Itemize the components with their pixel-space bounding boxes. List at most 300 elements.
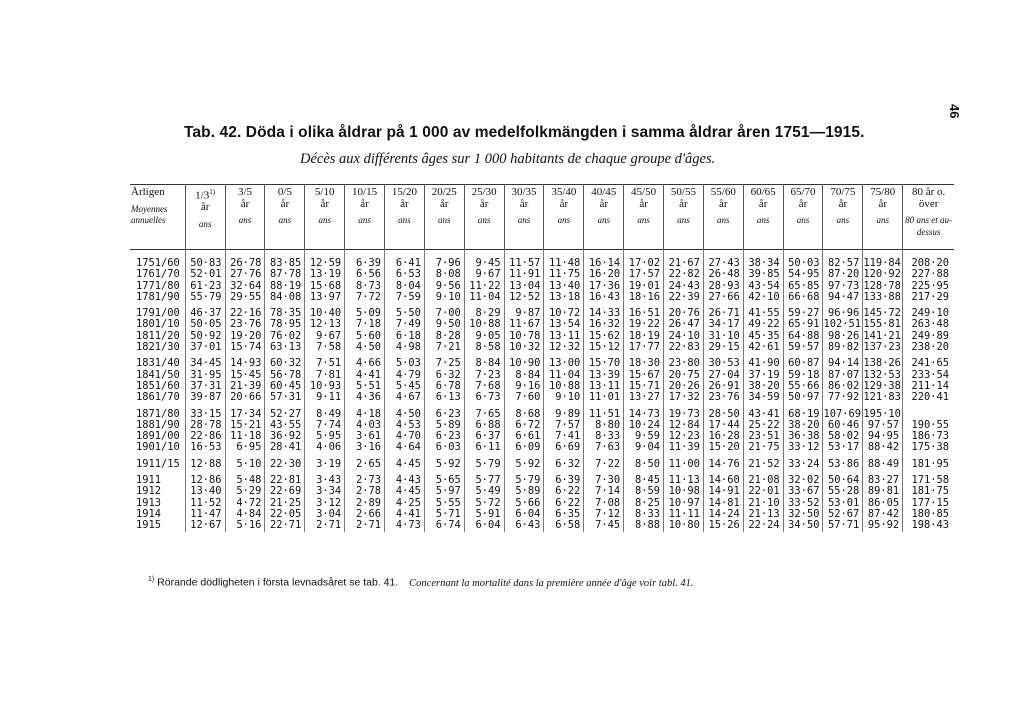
column-header-label: 80 år o. över (911, 186, 946, 210)
rate-cell: 22·83 (664, 342, 704, 353)
rate-cell: 13·40 (544, 281, 584, 292)
rate-cell: 13·39 (584, 370, 624, 381)
rate-cell: 6·04 (504, 509, 544, 520)
rate-cell: 11·47 (185, 509, 225, 520)
period-cell: 1791/00 (136, 307, 180, 320)
rate-cell: 11·75 (544, 269, 584, 280)
rate-cell: 8·04 (385, 281, 425, 292)
rate-cell: 6·39 (544, 475, 584, 486)
rate-cell: 11·57 (504, 258, 544, 269)
rate-cell: 15·26 (703, 520, 743, 531)
rate-cell: 12·32 (544, 342, 584, 353)
rate-cell: 8·80 (584, 420, 624, 431)
column-header-label: 3/5 (237, 186, 253, 198)
rate-cell: 9·50 (424, 319, 464, 330)
page-number: 46 (947, 104, 962, 119)
period-cell: 1821/30 (136, 341, 180, 354)
rate-cell: 198·43 (903, 520, 954, 531)
rate-cell: 12·86 (185, 475, 225, 486)
column-header-unit: år (599, 197, 608, 210)
rate-cell: 9·67 (305, 331, 345, 342)
rate-cell: 33·15 (185, 409, 225, 420)
rate-cell: 8·45 (624, 475, 664, 486)
column-header (424, 185, 464, 250)
rate-cell: 9·59 (624, 431, 664, 442)
rate-cell: 263·48 (903, 319, 954, 330)
rate-cell: 5·79 (464, 459, 504, 470)
rate-cell: 5·91 (464, 509, 504, 520)
rate-cell: 4·66 (345, 358, 385, 369)
rate-cell: 7·30 (584, 475, 624, 486)
column-header-french: Moyennes annuelles (131, 203, 168, 225)
rate-cell: 102·51 (823, 318, 861, 331)
rate-cell: 33·52 (783, 498, 823, 509)
period-cell: 1861/70 (136, 391, 180, 404)
rate-cell: 22·69 (265, 486, 305, 497)
rate-cell: 6·32 (424, 370, 464, 381)
rate-cell: 5·55 (424, 498, 464, 509)
rate-cell: 59·27 (783, 308, 823, 319)
column-header (703, 185, 743, 250)
rate-cell: 6·72 (504, 420, 544, 431)
rate-cell: 22·05 (265, 509, 305, 520)
rate-cell: 22·30 (265, 459, 305, 470)
rate-cell: 26·91 (703, 381, 743, 392)
rate-cell: 7·21 (424, 342, 464, 353)
rate-cell: 5·79 (504, 475, 544, 486)
column-header (345, 185, 385, 250)
column-header-french: ans (717, 215, 730, 225)
period-cell: 1871/80 (136, 407, 180, 420)
rate-cell: 5·10 (225, 459, 265, 470)
rate-cell: 217·29 (903, 292, 954, 303)
rate-cell: 50·97 (783, 392, 823, 403)
period-cell: 1914 (136, 507, 162, 520)
rate-cell: 23·76 (225, 319, 265, 330)
rate-cell: 7·41 (544, 431, 584, 442)
rate-cell: 59·57 (783, 342, 823, 353)
rate-cell: 55·79 (185, 292, 225, 303)
rate-cell: 32·02 (783, 475, 823, 486)
rate-cell: 12·84 (664, 420, 704, 431)
rate-cell: 6·35 (544, 509, 584, 520)
rate-cell: 3·12 (305, 498, 345, 509)
rate-cell: 14·33 (584, 308, 624, 319)
rate-cell: 22·81 (265, 475, 305, 486)
rate-cell: 26·48 (703, 269, 743, 280)
rate-cell: 8·50 (624, 459, 664, 470)
column-header-label: 30/35 (511, 186, 537, 198)
column-header (225, 185, 265, 250)
rate-cell: 96·96 (823, 308, 863, 319)
rate-cell: 7·68 (464, 381, 504, 392)
rate-cell: 5·48 (225, 475, 265, 486)
column-header-french: ans (557, 215, 571, 225)
rate-cell: 7·49 (385, 319, 425, 330)
period-cell: 1901/10 (136, 441, 180, 454)
rate-cell: 6·56 (345, 269, 385, 280)
rate-cell: 107·69 (823, 407, 861, 420)
table-row (130, 520, 954, 531)
rate-cell: 6·78 (424, 381, 464, 392)
rate-cell: 10·90 (504, 358, 544, 369)
rate-cell: 4·98 (385, 342, 425, 353)
rate-cell: 10·93 (305, 381, 345, 392)
rate-cell: 88·42 (863, 442, 903, 453)
rate-cell: 5·95 (305, 431, 345, 442)
rate-cell: 5·49 (464, 486, 504, 497)
rate-cell: 8·84 (464, 358, 504, 369)
rate-cell: 15·45 (225, 370, 265, 381)
rate-cell: 15·20 (703, 442, 743, 453)
rate-cell: 211·14 (903, 381, 954, 392)
column-header-unit: år (798, 197, 808, 210)
rate-cell: 78·95 (265, 319, 305, 330)
header-row (130, 185, 954, 250)
rate-cell: 16·53 (185, 442, 225, 453)
rate-cell: 65·85 (783, 281, 823, 292)
period-cell: 1781/90 (136, 290, 180, 303)
rate-cell: 52·67 (823, 509, 863, 520)
rate-cell: 42·10 (743, 292, 783, 303)
rate-cell: 2·65 (345, 459, 385, 470)
rate-cell: 37·01 (185, 342, 225, 353)
footnote-marker: 1) (148, 576, 155, 583)
rate-cell: 33·12 (783, 442, 823, 453)
rate-cell: 6·37 (464, 431, 504, 442)
column-header-label: 70/75 (830, 186, 856, 198)
period-cell: 1912 (136, 485, 162, 498)
rate-cell: 28·93 (703, 281, 743, 292)
column-header-note: 1) (209, 188, 216, 196)
rate-cell: 3·61 (345, 431, 385, 442)
rate-cell: 13·11 (544, 331, 584, 342)
rate-cell: 7·23 (464, 370, 504, 381)
rate-cell: 13·18 (544, 292, 584, 303)
column-header-unit: år (320, 197, 329, 210)
rate-cell: 26·71 (703, 308, 743, 319)
rate-cell: 22·39 (664, 292, 704, 303)
rate-cell: 5·16 (225, 520, 265, 531)
footnote-text-sv: Rörande dödligheten i första levnadsåret se tab. 41. (157, 576, 399, 589)
rate-cell: 14·91 (703, 486, 743, 497)
rate-cell: 7·22 (584, 459, 624, 470)
rate-cell: 13·27 (624, 392, 664, 403)
column-header (584, 185, 624, 250)
rate-cell: 4·67 (385, 392, 425, 403)
rate-cell: 12·52 (504, 292, 544, 303)
column-header-french: 80 ans et au-dessus (905, 215, 952, 237)
rate-cell: 13·04 (504, 281, 544, 292)
rate-cell: 208·20 (903, 258, 954, 269)
rate-cell: 2·66 (345, 509, 385, 520)
rate-cell: 4·50 (345, 342, 385, 353)
rate-cell: 6·41 (385, 258, 425, 269)
rate-cell: 22·86 (185, 431, 225, 442)
rate-cell: 7·63 (584, 442, 624, 453)
rate-cell: 66·68 (783, 292, 823, 303)
rate-cell: 233·54 (903, 370, 954, 381)
rate-cell: 38·20 (783, 420, 823, 431)
rate-cell: 5·03 (385, 358, 425, 369)
rate-cell: 14·24 (703, 509, 743, 520)
rate-cell: 195·10 (863, 407, 901, 420)
rate-cell: 49·22 (743, 319, 783, 330)
rate-cell: 133·88 (863, 290, 901, 303)
column-header-label: 5/10 (314, 186, 335, 198)
rate-cell: 7·25 (424, 358, 464, 369)
rate-cell: 17·34 (225, 409, 265, 420)
rate-cell: 6·58 (544, 520, 584, 531)
rate-cell: 8·08 (424, 269, 464, 280)
rate-cell: 22·16 (225, 308, 265, 319)
rate-cell: 24·43 (664, 281, 704, 292)
rate-cell: 98·26 (823, 331, 863, 342)
rate-cell: 28·41 (265, 442, 305, 453)
column-header-unit: år (639, 197, 648, 210)
rate-cell: 7·81 (305, 370, 345, 381)
rate-cell: 7·57 (544, 420, 584, 431)
rate-cell: 77·92 (823, 392, 863, 403)
rate-cell: 4·53 (385, 420, 425, 431)
rate-cell: 58·02 (823, 431, 863, 442)
rate-cell: 12·13 (305, 319, 345, 330)
rate-cell: 5·77 (464, 475, 504, 486)
rate-cell: 8·58 (464, 342, 504, 353)
rate-cell: 11·39 (664, 442, 704, 453)
rate-cell: 15·67 (624, 370, 664, 381)
rate-cell: 14·81 (703, 498, 743, 509)
rate-cell: 38·34 (743, 258, 783, 269)
rate-cell: 120·92 (863, 268, 901, 281)
rate-cell: 10·24 (624, 420, 664, 431)
column-header (863, 185, 903, 250)
rate-cell: 16·20 (584, 269, 624, 280)
rate-cell: 12·88 (185, 459, 225, 470)
rate-cell: 4·43 (385, 475, 425, 486)
rate-cell: 5·89 (424, 420, 464, 431)
rate-cell: 87·78 (265, 269, 305, 280)
rate-cell: 241·65 (903, 358, 954, 369)
rate-cell: 83·27 (863, 475, 903, 486)
rate-cell: 41·55 (743, 308, 783, 319)
rate-cell: 177·15 (903, 498, 954, 509)
rate-cell: 17·77 (624, 342, 664, 353)
rate-cell: 16·32 (584, 319, 624, 330)
rate-cell: 138·26 (863, 357, 901, 370)
rate-cell: 11·48 (544, 258, 584, 269)
rate-cell: 8·68 (504, 409, 544, 420)
rate-cell: 21·25 (265, 498, 305, 509)
rate-cell: 17·32 (664, 392, 704, 403)
column-header-unit: år (719, 197, 728, 210)
column-header-label: 50/55 (670, 186, 696, 198)
rate-cell: 14·76 (703, 459, 743, 470)
rate-cell: 6·69 (544, 442, 584, 453)
column-header-label: 0/5 (277, 186, 292, 198)
rate-cell: 9·67 (464, 269, 504, 280)
rate-cell: 6·11 (464, 442, 504, 453)
rate-cell: 50·92 (185, 331, 225, 342)
rate-cell: 15·68 (305, 281, 345, 292)
column-header-label: 40/45 (591, 186, 617, 198)
rate-cell: 32·50 (783, 509, 823, 520)
rate-cell: 6·13 (424, 392, 464, 403)
rate-cell: 32·64 (225, 281, 265, 292)
rate-cell: 190·55 (903, 420, 954, 431)
rate-cell: 155·81 (863, 318, 901, 331)
rate-cell: 8·29 (464, 308, 504, 319)
rate-cell: 6·04 (464, 520, 504, 531)
rate-cell: 16·14 (584, 258, 624, 269)
rate-cell: 7·74 (305, 420, 345, 431)
column-header-unit: år (200, 201, 210, 214)
rate-cell: 2·71 (345, 520, 385, 531)
rate-cell: 53·01 (823, 498, 863, 509)
rate-cell: 7·18 (345, 319, 385, 330)
rate-cell: 15·12 (584, 342, 624, 353)
period-cell: 1761/70 (136, 268, 180, 281)
rate-cell: 15·62 (584, 331, 624, 342)
rate-cell: 4·64 (385, 442, 425, 453)
rate-cell: 137·23 (863, 341, 901, 354)
rate-cell: 53·17 (823, 442, 863, 453)
rate-cell: 31·10 (703, 331, 743, 342)
period-cell: 1913 (136, 496, 162, 509)
rate-cell: 9·10 (424, 292, 464, 303)
rate-cell: 45·35 (743, 331, 783, 342)
column-header-french: ans (278, 215, 292, 225)
rate-cell: 5·89 (504, 486, 544, 497)
rate-cell: 24·10 (664, 331, 704, 342)
column-header-french: ans (796, 215, 810, 225)
column-header-label: 15/20 (391, 186, 417, 198)
rate-cell: 11·04 (544, 370, 584, 381)
rate-cell: 15·21 (225, 420, 265, 431)
rate-cell: 6·23 (424, 409, 464, 420)
column-header-label: 65/70 (790, 186, 816, 198)
rate-cell: 6·22 (544, 486, 584, 497)
rate-cell: 11·18 (225, 431, 265, 442)
rate-cell: 30·53 (703, 358, 743, 369)
rate-cell: 2·73 (345, 475, 385, 486)
rate-cell: 181·75 (903, 486, 954, 497)
period-cell: 1831/40 (136, 357, 180, 370)
rate-cell: 6·88 (464, 420, 504, 431)
rate-cell: 10·32 (504, 342, 544, 353)
rate-cell: 43·55 (265, 420, 305, 431)
rate-cell: 10·40 (305, 308, 345, 319)
rate-cell: 61·23 (185, 281, 225, 292)
rate-cell: 6·32 (544, 459, 584, 470)
column-header-french: ans (756, 215, 770, 225)
period-cell: 1911/15 (136, 457, 180, 470)
rate-cell: 5·51 (345, 381, 385, 392)
rate-cell: 10·88 (464, 319, 504, 330)
rate-cell: 39·87 (185, 392, 225, 403)
rate-cell: 7·45 (584, 520, 624, 531)
period-cell: 1851/60 (136, 379, 180, 392)
rate-cell: 94·14 (823, 358, 863, 369)
rate-cell: 84·08 (265, 292, 305, 303)
period-cell: 1841/50 (136, 368, 180, 381)
rate-cell: 3·16 (345, 442, 385, 453)
table-title: Tab. 42. Döda i olika åldrar på 1 000 av medelfolkmängden i samma åldrar åren 1751—1915. (184, 124, 865, 141)
rate-cell: 9·10 (544, 392, 584, 403)
rate-cell: 119·84 (863, 257, 901, 269)
rate-cell: 6·74 (424, 520, 464, 531)
rate-cell: 15·74 (225, 342, 265, 353)
column-header-french: ans (358, 215, 371, 225)
rate-cell: 6·61 (504, 431, 544, 442)
rate-cell: 89·81 (863, 486, 903, 497)
column-header-unit: år (559, 197, 569, 210)
rate-cell: 11·22 (464, 281, 504, 292)
rate-cell: 10·78 (504, 331, 544, 342)
rate-cell: 13·97 (305, 292, 345, 303)
rate-cell: 57·31 (265, 392, 305, 403)
rate-cell: 21·75 (743, 442, 783, 453)
rate-cell: 175·38 (903, 442, 954, 453)
rate-cell: 55·28 (823, 486, 863, 497)
rate-cell: 4·72 (225, 498, 265, 509)
rate-cell: 7·00 (424, 308, 464, 319)
column-header-french: ans (876, 215, 889, 225)
rate-cell: 43·54 (743, 281, 783, 292)
rate-cell: 4·73 (385, 520, 425, 531)
rate-cell: 9·45 (464, 258, 504, 269)
rate-cell: 89·82 (823, 342, 863, 353)
rate-cell: 10·80 (664, 520, 704, 531)
rate-cell: 17·44 (703, 420, 743, 431)
table-row (130, 459, 954, 470)
rate-cell: 3·19 (305, 459, 345, 470)
rate-cell: 220·41 (903, 392, 954, 403)
rate-cell: 23·51 (743, 431, 783, 442)
rate-cell: 6·39 (345, 258, 385, 269)
rate-cell: 8·25 (624, 498, 664, 509)
rate-cell: 20·76 (664, 308, 704, 319)
rate-cell: 50·83 (185, 258, 225, 269)
rate-cell: 5·97 (424, 486, 464, 497)
rate-cell: 16·28 (703, 431, 743, 442)
rate-cell: 5·60 (345, 331, 385, 342)
rate-cell: 64·88 (783, 331, 823, 342)
rate-cell: 88·49 (863, 459, 903, 470)
rate-cell: 4·03 (345, 420, 385, 431)
rate-cell: 8·84 (504, 370, 544, 381)
rate-cell: 5·71 (424, 509, 464, 520)
rate-cell: 227·88 (903, 269, 954, 280)
rate-cell: 5·66 (504, 498, 544, 509)
rate-cell: 28·78 (185, 420, 225, 431)
rate-cell: 180·85 (903, 509, 954, 520)
rate-cell: 86·05 (863, 498, 903, 509)
rate-cell: 29·15 (703, 342, 743, 353)
rate-cell: 83·85 (265, 258, 305, 269)
rate-cell: 27·66 (703, 292, 743, 303)
period-cell: 1911 (136, 474, 162, 487)
rate-cell: 8·88 (624, 520, 664, 531)
column-header-unit: år (679, 197, 688, 210)
column-header (305, 185, 345, 250)
column-header-label: 55/60 (710, 186, 736, 198)
table-row (130, 342, 954, 353)
rate-cell: 60·87 (783, 358, 823, 369)
rate-cell: 29·55 (225, 292, 265, 303)
column-header-unit: år (440, 197, 449, 210)
rate-cell: 33·67 (783, 486, 823, 497)
